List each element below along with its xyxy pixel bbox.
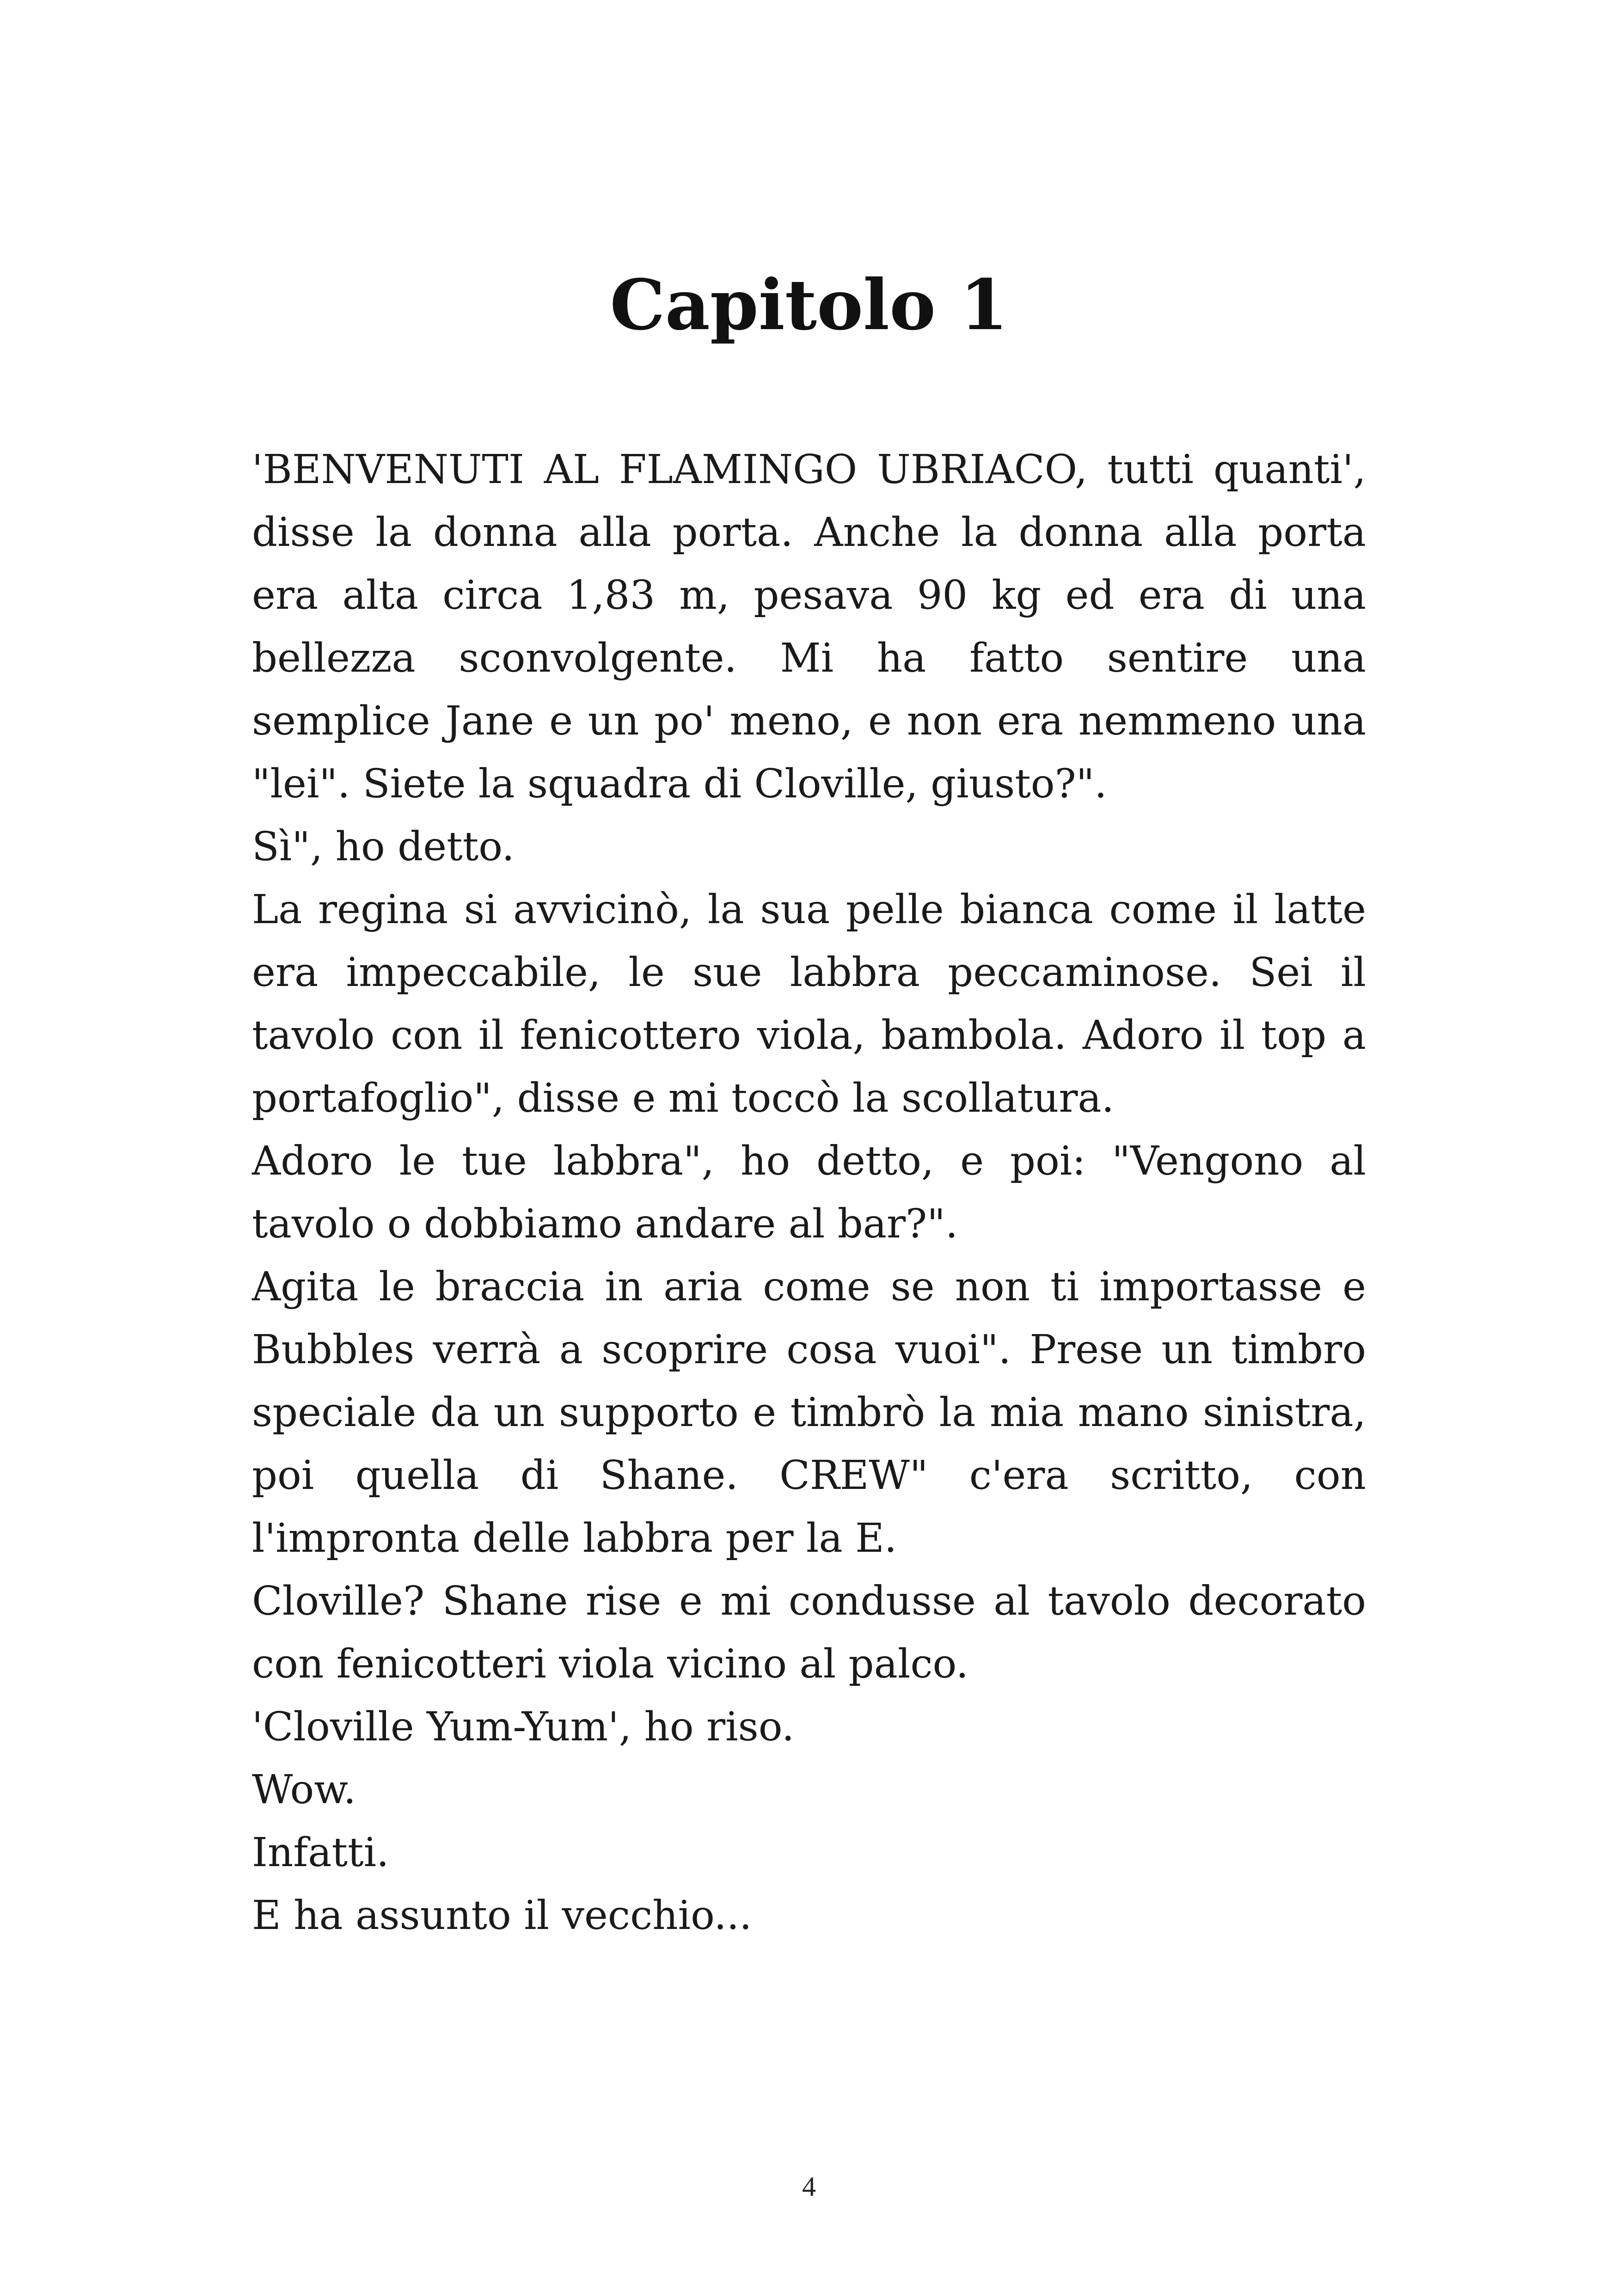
paragraph-8: Wow. (252, 1767, 356, 1813)
paragraph-7: 'Cloville Yum-Yum', ho riso. (252, 1704, 795, 1750)
paragraph-5: Agita le braccia in aria come se non ti importasse e Bubbles verrà a scoprire cosa vuoi". Prese un timbro speciale da un supporto e timbrò la mia mano sinistra, poi quella di Shane. CREW" c'era scritto, con l'impronta delle labbra per la E. (252, 1264, 1366, 1561)
paragraph-2: Sì", ho detto. (252, 824, 515, 870)
paragraph-3: La regina si avvicinò, la sua pelle bianca come il latte era impeccabile, le sue labbra peccaminose. Sei il tavolo con il fenicottero viola, bambola. Adoro il top a portafoglio", disse e mi toccò la scollatura. (252, 887, 1366, 1121)
chapter-title: Capitolo 1 (610, 264, 1008, 346)
paragraph-4: Adoro le tue labbra", ho detto, e poi: "Vengono al tavolo o dobbiamo andare al bar?". (252, 1138, 1366, 1247)
paragraph-10: E ha assunto il vecchio... (252, 1892, 752, 1939)
paragraph-1: 'BENVENUTI AL FLAMINGO UBRIACO, tutti quanti', disse la donna alla porta. Anche la donna alla porta era alta circa 1,83 m, pesava 90 kg ed era di una bellezza sconvolgente. Mi ha fatto sentire una semplice Jane e un po' meno, e non era nemmeno una "lei". Siete la squadra di Cloville, giusto?". (252, 447, 1366, 807)
paragraph-6: Cloville? Shane rise e mi condusse al tavolo decorato con fenicotteri viola vicino al palco. (252, 1578, 1366, 1687)
page-number: 4 (802, 2171, 816, 2202)
paragraph-9: Infatti. (252, 1830, 389, 1876)
chapter-body (252, 438, 1366, 1947)
